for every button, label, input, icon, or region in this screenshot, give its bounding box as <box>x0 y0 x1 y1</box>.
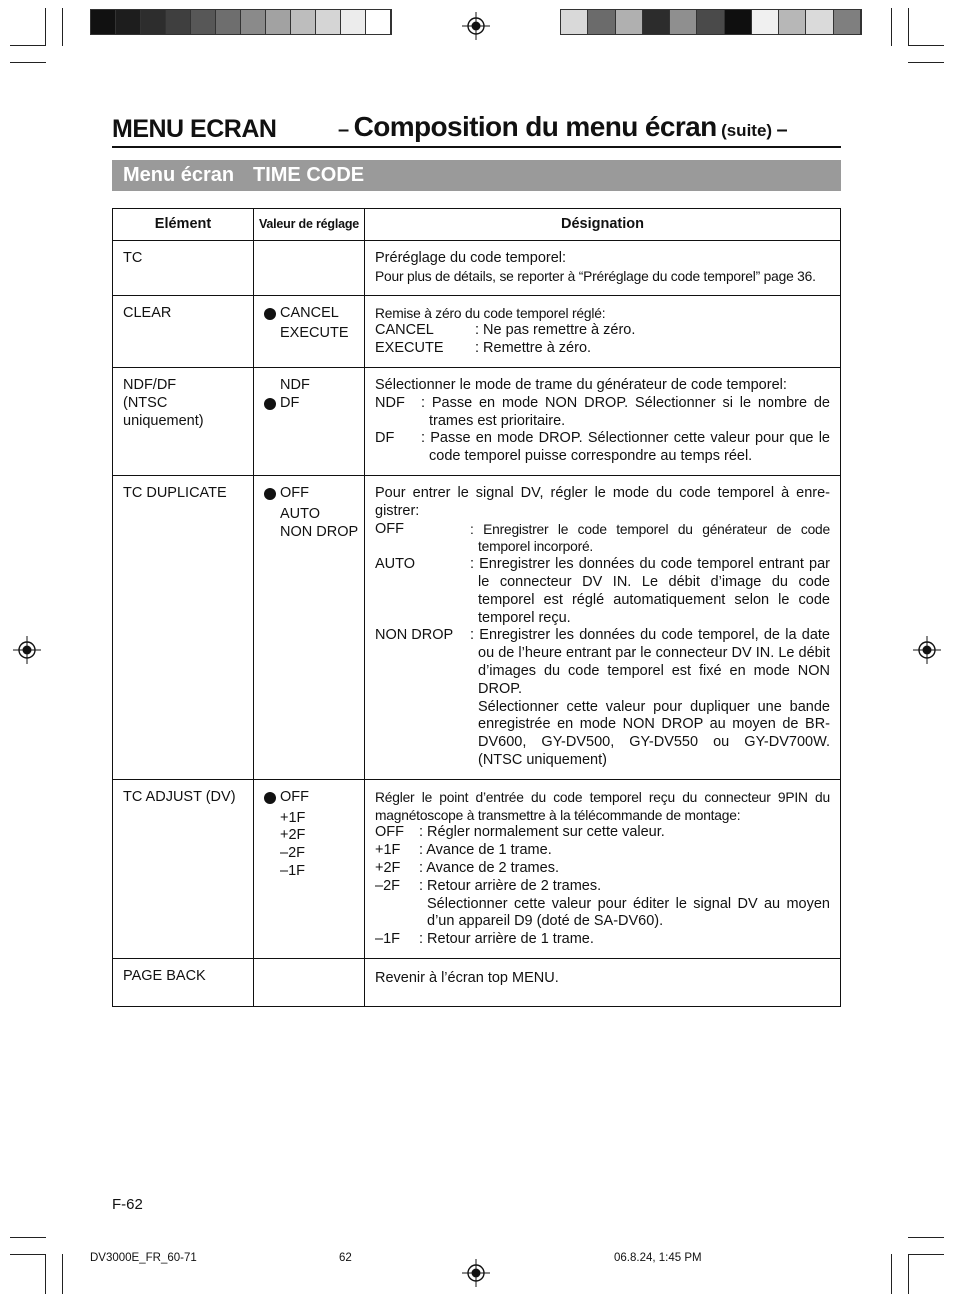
option-spacer <box>264 810 280 828</box>
calibration-swatch <box>725 10 752 34</box>
designation-item <box>375 627 830 698</box>
value-option <box>264 524 360 542</box>
crop-mark <box>908 62 944 63</box>
value-option <box>264 827 360 845</box>
crop-mark <box>891 8 892 46</box>
crop-mark <box>10 1237 46 1238</box>
calibration-swatch <box>561 10 588 34</box>
option-spacer <box>264 827 280 845</box>
calibration-swatch <box>191 10 216 34</box>
designation-text: : Retour arrière de 1 trame. <box>419 931 594 948</box>
designation-item <box>375 395 830 431</box>
footer-file: DV3000E_FR_60-71 <box>90 1252 197 1264</box>
designation-text: : Enregistrer les données du code temporel entrant par le connecteur DV IN. Le débit d’image du code temporel est réglé automatiquement selon le code temporel reçu. <box>470 556 830 626</box>
value-label: NDF <box>280 376 310 393</box>
designation-item <box>375 521 830 557</box>
bullet-dot <box>264 488 276 500</box>
designation-extra: Sélectionner cette valeur pour éditer le signal DV au moyen d’un appareil D9 (doté de SA-DV60). <box>427 895 830 930</box>
option-spacer <box>264 325 280 343</box>
value-label: NON DROP <box>280 523 359 540</box>
designation-key: NON DROP <box>375 627 454 644</box>
element-cell <box>113 958 254 1006</box>
crop-mark <box>908 8 909 46</box>
title-rule <box>112 146 841 148</box>
crop-mark <box>10 1254 46 1255</box>
value-cell <box>254 295 365 367</box>
designation-key: AUTO <box>375 556 416 573</box>
designation-text: : Retour arrière de 2 trames. <box>419 877 602 894</box>
designation-cell <box>365 367 841 475</box>
header-element: Elément <box>113 209 254 241</box>
calibration-swatch <box>366 10 391 34</box>
element-label: (NTSC <box>123 394 168 411</box>
table-header-row <box>113 209 841 241</box>
designation-key: DF <box>375 430 395 447</box>
value-label: OFF <box>280 484 309 501</box>
value-option <box>264 810 360 828</box>
designation-item <box>375 556 830 627</box>
value-label: +1F <box>280 809 306 826</box>
designation-text: : Régler normalement sur cette valeur. <box>419 824 665 841</box>
page-title <box>338 111 788 143</box>
designation-text: : Enregistrer le code temporel du générateur de code temporel incorporé. <box>470 521 830 555</box>
element-cell <box>113 295 254 367</box>
calibration-swatch <box>643 10 670 34</box>
designation-key: –1F <box>375 931 400 948</box>
calibration-swatch <box>166 10 191 34</box>
header-value: Valeur de réglage <box>254 209 365 241</box>
crop-mark <box>908 1254 944 1255</box>
designation-main: Préréglage du code temporel: <box>375 250 567 266</box>
designation-item <box>375 322 830 340</box>
value-option <box>264 845 360 863</box>
designation-note: Pour plus de détails, se reporter à “Préréglage du code temporel” page 36. <box>375 268 816 284</box>
table-row <box>113 958 841 1006</box>
crop-mark <box>62 8 63 46</box>
designation-item <box>375 824 830 842</box>
table-row <box>113 779 841 958</box>
default-bullet-icon <box>264 305 280 326</box>
designation-text: : Passe en mode DROP. Sélectionner cette valeur pour que le code temporel puisse correspondre au temps réel. <box>421 430 830 465</box>
footer-sheet: 62 <box>339 1252 352 1264</box>
value-label: EXECUTE <box>280 325 349 342</box>
default-bullet-icon <box>264 485 280 506</box>
calibration-swatch <box>241 10 266 34</box>
value-label: OFF <box>280 788 309 805</box>
designation-item <box>375 931 830 949</box>
page-number: F-62 <box>112 1196 143 1213</box>
element-label: NDF/DF <box>123 376 177 393</box>
value-option <box>264 506 360 524</box>
default-bullet-icon <box>264 395 280 416</box>
designation-text: : Passe en mode NON DROP. Sélectionner si le nombre de trames est prioritaire. <box>421 394 830 429</box>
designation-cell <box>365 958 841 1006</box>
bullet-dot <box>264 398 276 410</box>
value-label: DF <box>280 394 300 411</box>
table-row <box>113 367 841 475</box>
calibration-swatch <box>806 10 833 34</box>
calibration-swatch <box>216 10 241 34</box>
value-cell <box>254 779 365 958</box>
title-dash: – <box>776 119 788 141</box>
option-spacer <box>264 524 280 542</box>
section-prefix: Menu écran <box>123 164 235 186</box>
title-dash: – <box>338 119 350 141</box>
calibration-bar-right <box>560 9 862 35</box>
designation-key: –2F <box>375 877 400 894</box>
element-label: uniquement) <box>123 412 204 429</box>
title-suite: (suite) <box>721 121 773 140</box>
element-cell <box>113 475 254 779</box>
calibration-swatch <box>316 10 341 34</box>
calibration-bar-left <box>90 9 392 35</box>
designation-cell <box>365 475 841 779</box>
value-label: –1F <box>280 862 305 879</box>
designation-item <box>375 842 830 860</box>
crop-mark <box>45 1254 46 1294</box>
value-option <box>264 305 360 326</box>
value-label: +2F <box>280 827 306 844</box>
bullet-dot <box>264 792 276 804</box>
designation-intro: Sélectionner le mode de trame du générateur de code temporel: <box>375 376 787 393</box>
table-row <box>113 475 841 779</box>
value-option <box>264 325 360 343</box>
calibration-swatch <box>91 10 116 34</box>
designation-item <box>375 340 830 358</box>
designation-cell <box>365 779 841 958</box>
designation-key: +2F <box>375 859 401 876</box>
designation-intro: Pour entrer le signal DV, régler le mode du code temporel à enre-gistrer: <box>375 484 830 519</box>
element-label: TC ADJUST (DV) <box>123 788 236 805</box>
crop-mark <box>908 1254 909 1294</box>
section-band <box>112 160 841 191</box>
crop-mark <box>10 62 46 63</box>
bullet-dot <box>264 308 276 320</box>
registration-mark-icon <box>913 636 941 664</box>
calibration-swatch <box>697 10 724 34</box>
calibration-swatch <box>116 10 141 34</box>
header-designation: Désignation <box>365 209 841 241</box>
value-option <box>264 395 360 416</box>
designation-text: : Remettre à zéro. <box>475 340 592 357</box>
calibration-swatch <box>616 10 643 34</box>
element-cell <box>113 367 254 475</box>
designation-extra: Sélectionner cette valeur pour dupliquer une bande enregistrée en mode NON DROP au moyen de BR-DV600, GY-DV500, GY-DV550 ou GY-DV700W. (NTSC uniquement) <box>478 698 830 768</box>
calibration-swatch <box>141 10 166 34</box>
crop-mark <box>908 45 944 46</box>
designation-cell <box>365 241 841 296</box>
designation-key: CANCEL <box>375 322 434 339</box>
calibration-swatch <box>752 10 779 34</box>
designation-intro: Régler le point d’entrée du code temporel reçu du connecteur 9PIN du magnétoscope à transmettre à la télécommande de montage: <box>375 789 830 823</box>
calibration-swatch <box>291 10 316 34</box>
designation-key: OFF <box>375 520 404 537</box>
option-spacer <box>264 377 280 395</box>
table-row <box>113 241 841 296</box>
crop-mark <box>908 1237 944 1238</box>
designation-item <box>375 878 830 896</box>
calibration-swatch <box>779 10 806 34</box>
settings-table <box>112 208 841 1007</box>
calibration-swatch <box>670 10 697 34</box>
value-cell <box>254 241 365 296</box>
crop-mark <box>45 8 46 46</box>
calibration-swatch <box>834 10 861 34</box>
designation-intro: Remise à zéro du code temporel réglé: <box>375 305 606 321</box>
value-option <box>264 485 360 506</box>
designation-key: NDF <box>375 394 405 411</box>
table-row <box>113 295 841 367</box>
designation-key: +1F <box>375 842 401 859</box>
designation-key: OFF <box>375 824 404 841</box>
crop-mark <box>62 1254 63 1294</box>
footer-date: 06.8.24, 1:45 PM <box>614 1252 702 1264</box>
designation-text: : Enregistrer les données du code temporel, de la date ou de l’heure entrant par le connecteur DV IN. Le débit d’images du code temporel est fixé en mode NON DROP. <box>470 627 830 697</box>
value-label: CANCEL <box>280 304 339 321</box>
calibration-swatch <box>588 10 615 34</box>
element-label: TC DUPLICATE <box>123 484 227 501</box>
registration-mark-icon <box>13 636 41 664</box>
value-label: AUTO <box>280 505 321 522</box>
element-cell <box>113 779 254 958</box>
calibration-swatch <box>266 10 291 34</box>
value-option <box>264 863 360 881</box>
registration-mark-icon <box>462 1259 490 1287</box>
element-label: PAGE BACK <box>123 967 206 984</box>
crop-mark <box>891 1254 892 1294</box>
title-text: Composition du menu écran <box>353 111 717 142</box>
designation-key: EXECUTE <box>375 340 444 357</box>
designation-text: : Avance de 2 trames. <box>419 859 559 876</box>
value-cell <box>254 475 365 779</box>
designation-cell <box>365 295 841 367</box>
menu-heading: MENU ECRAN <box>112 115 277 143</box>
value-cell <box>254 958 365 1006</box>
element-label: TC <box>123 250 143 266</box>
value-option <box>264 789 360 810</box>
value-cell <box>254 367 365 475</box>
designation-item <box>375 860 830 878</box>
default-bullet-icon <box>264 789 280 810</box>
crop-mark <box>10 45 46 46</box>
value-option <box>264 377 360 395</box>
element-cell <box>113 241 254 296</box>
designation-text: : Ne pas remettre à zéro. <box>475 322 636 339</box>
value-label: –2F <box>280 845 305 862</box>
option-spacer <box>264 845 280 863</box>
option-spacer <box>264 863 280 881</box>
designation-text: : Avance de 1 trame. <box>419 842 552 859</box>
section-name: TIME CODE <box>253 164 365 186</box>
element-label: CLEAR <box>123 304 172 321</box>
designation-main: Revenir à l’écran top MENU. <box>375 969 559 986</box>
registration-mark-icon <box>462 12 490 40</box>
option-spacer <box>264 506 280 524</box>
calibration-swatch <box>341 10 366 34</box>
designation-item <box>375 430 830 466</box>
